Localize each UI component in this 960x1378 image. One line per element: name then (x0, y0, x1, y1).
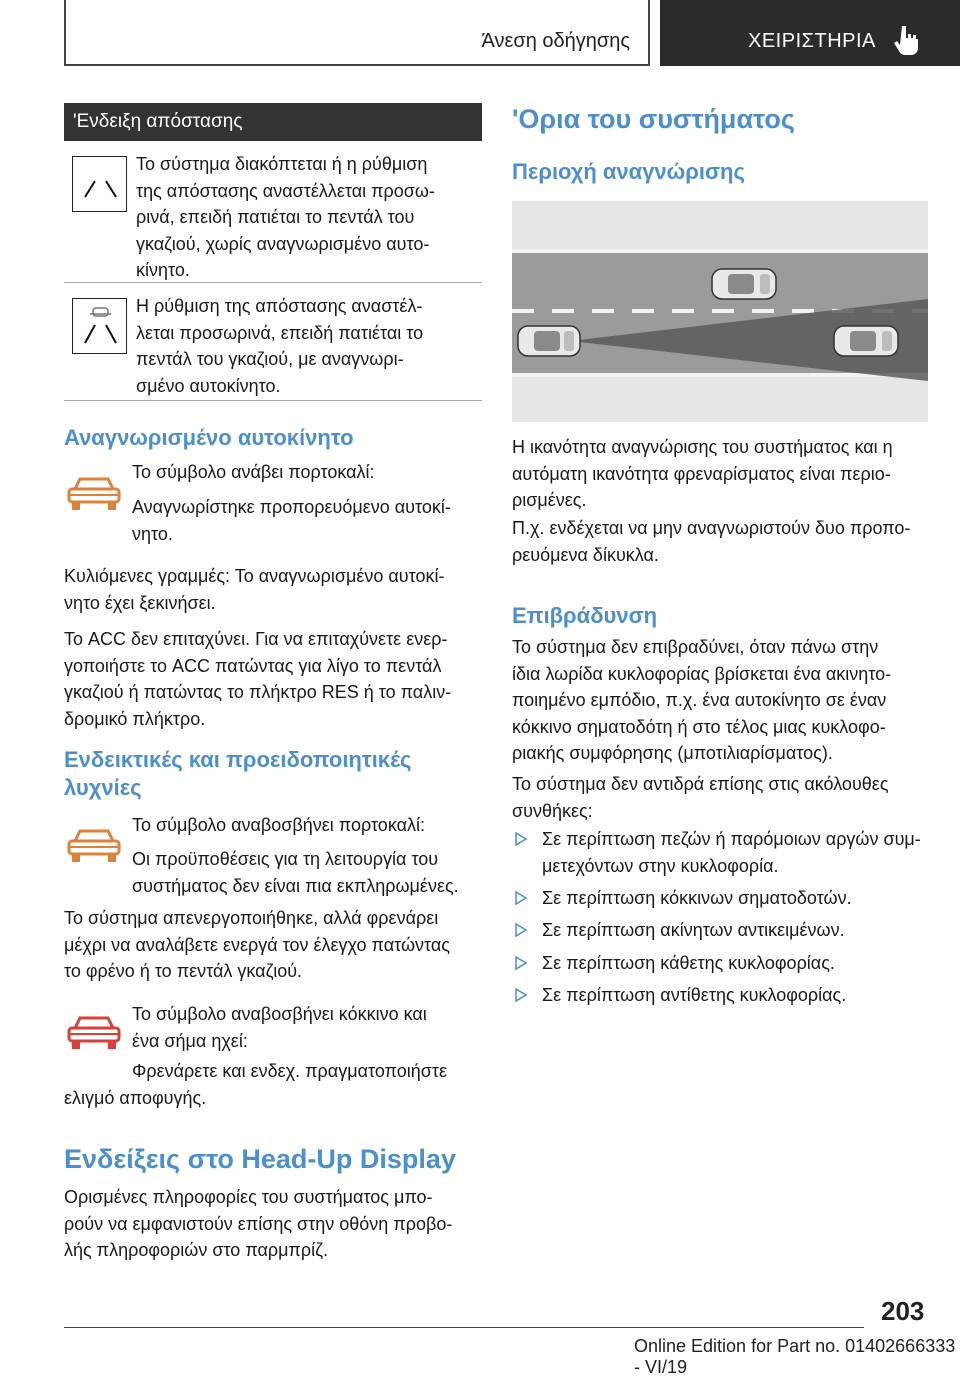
list-item: Σε περίπτωση ακίνητων αντικειμένων. (512, 917, 932, 944)
table-heading: 'Ενδειξη απόστασης (64, 103, 482, 141)
row-line: λεται προσωρινά, επειδή πατιέται το (136, 322, 424, 343)
detection-paragraph-2: Π.χ. ενδέχεται να μην αναγνωριστούν δυο προπο- ρευόμενα δίκυκλα. (512, 518, 911, 565)
header-separator (648, 0, 650, 66)
pointing-hand-icon (893, 24, 921, 56)
distance-lines-with-car-icon (72, 298, 127, 354)
footer-rule (64, 1327, 864, 1328)
braking-paragraph-2: Το σύστημα δεν αντιδρά επίσης στις ακόλουθες συνθήκες: (512, 774, 889, 821)
detection-paragraph-1: Η ικανότητα αναγνώρισης του συστήματος και η αυτόματη ικανότητα φρεναρίσματος είναι περιο- ρισμένες. (512, 437, 893, 510)
warning-text-2: Οι προϋποθέσεις για τη λειτουργία του συστήματος δεν είναι πια εκπληρωμένες. (132, 849, 459, 896)
braking-paragraph-1: Το σύστημα δεν επιβραδύνει, όταν πάνω στην ίδια λωρίδα κυκλοφορίας βρίσκεται ένα ακινητο- ποιημένο εμπόδιο, π.χ. ένα αυτοκίνητο σε έναν κόκκινο σηματοδότη ή στο τέλος μιας κυκλοφο- ριακής συμφόρησης (μποτιλιαρίσματος). (512, 637, 892, 763)
row-line: σμένο αυτοκίνητο. (136, 375, 281, 396)
detection-range-heading: Περιοχή αναγνώρισης (512, 159, 745, 184)
car-red-flashing-icon (66, 1015, 122, 1051)
header-left-rule (64, 0, 66, 66)
recognized-text-4: Το ACC δεν επιταχύνει. Για να επιταχύνετε ενερ- γοποιήστε το ACC πατώντας για λίγο το πεντάλ γκαζιού ή πατώντας το πλήκτρο RES ή το παλιν- δρομικό πλήκτρο. (64, 629, 452, 729)
header-rule (64, 64, 648, 66)
warning-text-5: Φρενάρετε και ενδεχ. πραγματοποιήστε ελιγμό αποφυγής. (64, 1061, 448, 1108)
recognized-text-1: Το σύμβολο ανάβει πορτοκαλί: (132, 462, 375, 482)
warning-lamps-heading: Ενδεικτικές και προειδοποιητικές λυχνίες (64, 747, 412, 800)
warning-text-3: Το σύστημα απενεργοποιήθηκε, αλλά φρενάρει μέχρι να αναλάβετε ενεργά τον έλεγχο πατώντας το φρένο ή το πεντάλ γκαζιού. (64, 908, 450, 981)
row-line: της απόστασης αναστέλλεται προσω- (136, 180, 435, 201)
hud-text: Ορισμένες πληροφορίες του συστήματος μπο- ρούν να εμφανιστούν επίσης στην οθόνη προβο- λής πληροφοριών στο παρμπρίζ. (64, 1187, 453, 1260)
car-orange-flashing-icon (66, 828, 122, 864)
row-line: Το σύστημα διακόπτεται ή η ρύθμιση (136, 154, 428, 174)
manual-chapter-label[interactable]: ΧΕΙΡΙΣΤΗΡΙΑ (748, 30, 876, 52)
list-item: Σε περίπτωση κάθετης κυκλοφορίας. (512, 950, 932, 977)
triangle-bullet-icon (514, 891, 528, 905)
row-line: Η ρύθμιση της απόστασης αναστέλ- (136, 296, 423, 316)
list-item: Σε περίπτωση αντίθετης κυκλοφορίας. (512, 982, 932, 1009)
table-row (64, 141, 482, 283)
warning-text-4: Το σύμβολο αναβοσβήνει κόκκινο και ένα σήμα ηχεί: (132, 1004, 427, 1051)
system-limits-heading: 'Ορια του συστήματος (512, 104, 795, 134)
page-number: 203 (881, 1296, 925, 1326)
row-line: ρινά, επειδή πατιέται το πεντάλ του (136, 207, 415, 227)
triangle-bullet-icon (514, 923, 528, 937)
triangle-bullet-icon (514, 832, 528, 846)
row-line: γκαζιού, χωρίς αναγνωρισμένο αυτο- (136, 233, 430, 254)
row-line: κίνητο. (136, 260, 190, 280)
list-item: Σε περίπτωση κόκκινων σηματοδοτών. (512, 885, 932, 912)
hud-heading: Ενδείξεις στο Head-Up Display (64, 1144, 456, 1174)
warning-text-1: Το σύμβολο αναβοσβήνει πορτοκαλί: (132, 815, 426, 835)
triangle-bullet-icon (514, 988, 528, 1002)
row-line: πεντάλ του γκαζιού, με αναγνωρι- (136, 349, 404, 369)
distance-table (64, 103, 482, 401)
section-title: Άνεση οδήγησης (481, 30, 630, 52)
list-item: Σε περίπτωση πεζών ή παρόμοιων αργών συμ- μετεχόντων στην κυκλοφορία. (512, 826, 932, 879)
triangle-bullet-icon (514, 956, 528, 970)
edition-note: Online Edition for Part no. 01402666333 - VI/19 (634, 1336, 956, 1377)
recognized-text-3: Κυλιόμενες γραμμές: Το αναγνωρισμένο αυτοκί- νητο έχει ξεκινήσει. (64, 566, 445, 613)
braking-heading: Επιβράδυνση (512, 603, 658, 628)
detection-range-illustration (512, 201, 928, 422)
recognized-vehicle-heading: Αναγνωρισμένο αυτοκίνητο (64, 425, 354, 450)
recognized-text-2: Αναγνωρίστηκε προπορευόμενο αυτοκί- νητο. (132, 497, 451, 544)
table-row (64, 283, 482, 401)
distance-lines-icon (72, 156, 127, 212)
car-orange-icon (66, 476, 122, 512)
